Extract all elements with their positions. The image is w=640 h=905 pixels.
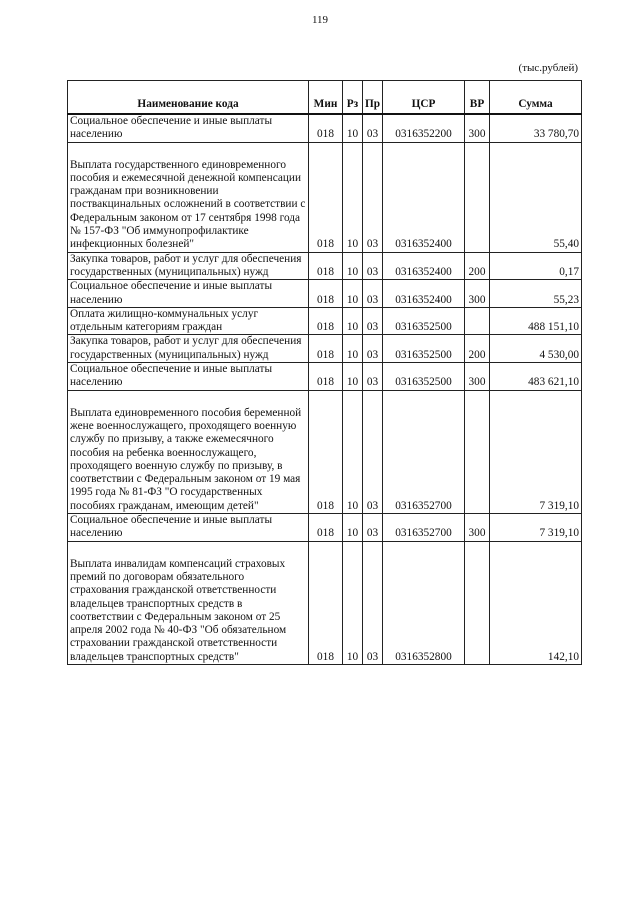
cell-name: Социальное обеспечение и иные выплаты населению <box>68 280 309 308</box>
cell-sum: 0,17 <box>490 252 582 280</box>
cell-csr: 0316352500 <box>383 363 465 391</box>
cell-rz: 10 <box>343 280 363 308</box>
table-row <box>68 390 582 513</box>
cell-csr: 0316352700 <box>383 390 465 513</box>
cell-min: 018 <box>309 363 343 391</box>
cell-vr: 300 <box>465 514 490 542</box>
cell-name: Закупка товаров, работ и услуг для обеспечения государственных (муниципальных) нужд <box>68 252 309 280</box>
cell-min: 018 <box>309 307 343 335</box>
cell-vr: 300 <box>465 363 490 391</box>
cell-vr: 300 <box>465 280 490 308</box>
cell-pr: 03 <box>363 541 383 664</box>
cell-vr <box>465 307 490 335</box>
cell-pr: 03 <box>363 114 383 142</box>
table-row <box>68 363 582 391</box>
cell-name: Социальное обеспечение и иные выплаты населению <box>68 114 309 142</box>
cell-min: 018 <box>309 335 343 363</box>
cell-sum: 55,23 <box>490 280 582 308</box>
cell-rz: 10 <box>343 142 363 252</box>
cell-sum: 55,40 <box>490 142 582 252</box>
cell-vr: 200 <box>465 335 490 363</box>
table-row <box>68 307 582 335</box>
header-name: Наименование кода <box>68 81 309 115</box>
header-csr: ЦСР <box>383 81 465 115</box>
table-row <box>68 280 582 308</box>
cell-sum: 4 530,00 <box>490 335 582 363</box>
header-vr: ВР <box>465 81 490 115</box>
header-rz: Рз <box>343 81 363 115</box>
cell-sum: 7 319,10 <box>490 390 582 513</box>
cell-vr: 300 <box>465 114 490 142</box>
cell-min: 018 <box>309 252 343 280</box>
cell-rz: 10 <box>343 335 363 363</box>
table-row <box>68 114 582 142</box>
cell-pr: 03 <box>363 514 383 542</box>
cell-min: 018 <box>309 142 343 252</box>
cell-pr: 03 <box>363 390 383 513</box>
page-number: 119 <box>311 14 329 26</box>
cell-csr: 0316352400 <box>383 252 465 280</box>
cell-min: 018 <box>309 390 343 513</box>
cell-pr: 03 <box>363 280 383 308</box>
table-header-row <box>68 81 582 115</box>
cell-rz: 10 <box>343 514 363 542</box>
budget-table <box>67 80 582 665</box>
cell-rz: 10 <box>343 114 363 142</box>
cell-name: Выплата единовременного пособия беременной жене военнослужащего, проходящего военную службу по призыву, а также ежемесячного пособия на ребенка военнослужащего, проходящего военную службу по призыву, в соответствии с Федеральным законом от 19 мая 1995 года № 81-ФЗ "О государственных пособиях гражданам, имеющим детей" <box>68 390 309 513</box>
cell-sum: 142,10 <box>490 541 582 664</box>
units-label: (тыс.рублей) <box>518 62 578 74</box>
header-sum: Сумма <box>490 81 582 115</box>
cell-sum: 33 780,70 <box>490 114 582 142</box>
cell-name: Выплата государственного единовременного пособия и ежемесячной денежной компенсации гражданам при возникновении поствакцинальных осложнений в соответствии с Федеральным законом от 17 сентября 1998 года № 157-ФЗ "Об иммунопрофилактике инфекционных болезней" <box>68 142 309 252</box>
cell-csr: 0316352500 <box>383 307 465 335</box>
cell-name: Оплата жилищно-коммунальных услуг отдельным категориям граждан <box>68 307 309 335</box>
cell-sum: 483 621,10 <box>490 363 582 391</box>
cell-rz: 10 <box>343 541 363 664</box>
cell-pr: 03 <box>363 363 383 391</box>
cell-min: 018 <box>309 514 343 542</box>
table-row <box>68 335 582 363</box>
cell-pr: 03 <box>363 142 383 252</box>
table-row <box>68 541 582 664</box>
cell-rz: 10 <box>343 363 363 391</box>
cell-csr: 0316352400 <box>383 142 465 252</box>
cell-csr: 0316352800 <box>383 541 465 664</box>
cell-vr <box>465 541 490 664</box>
cell-vr: 200 <box>465 252 490 280</box>
table-row <box>68 142 582 252</box>
cell-rz: 10 <box>343 390 363 513</box>
cell-min: 018 <box>309 280 343 308</box>
cell-min: 018 <box>309 114 343 142</box>
table-row <box>68 514 582 542</box>
header-min: Мин <box>309 81 343 115</box>
cell-rz: 10 <box>343 252 363 280</box>
table-row <box>68 252 582 280</box>
cell-name: Закупка товаров, работ и услуг для обеспечения государственных (муниципальных) нужд <box>68 335 309 363</box>
cell-pr: 03 <box>363 335 383 363</box>
cell-rz: 10 <box>343 307 363 335</box>
table-body <box>68 114 582 664</box>
cell-vr <box>465 390 490 513</box>
cell-csr: 0316352400 <box>383 280 465 308</box>
cell-pr: 03 <box>363 307 383 335</box>
cell-name: Выплата инвалидам компенсаций страховых премий по договорам обязательного страхования гражданской ответственности владельцев транспортных средств в соответствии с Федеральным законом от 25 апреля 2002 года № 40-ФЗ "Об обязательном страховании гражданской ответственности владельцев транспортных средств" <box>68 541 309 664</box>
header-pr: Пр <box>363 81 383 115</box>
cell-sum: 488 151,10 <box>490 307 582 335</box>
cell-min: 018 <box>309 541 343 664</box>
cell-pr: 03 <box>363 252 383 280</box>
cell-name: Социальное обеспечение и иные выплаты населению <box>68 514 309 542</box>
cell-csr: 0316352200 <box>383 114 465 142</box>
cell-name: Социальное обеспечение и иные выплаты населению <box>68 363 309 391</box>
cell-csr: 0316352500 <box>383 335 465 363</box>
cell-csr: 0316352700 <box>383 514 465 542</box>
cell-vr <box>465 142 490 252</box>
cell-sum: 7 319,10 <box>490 514 582 542</box>
